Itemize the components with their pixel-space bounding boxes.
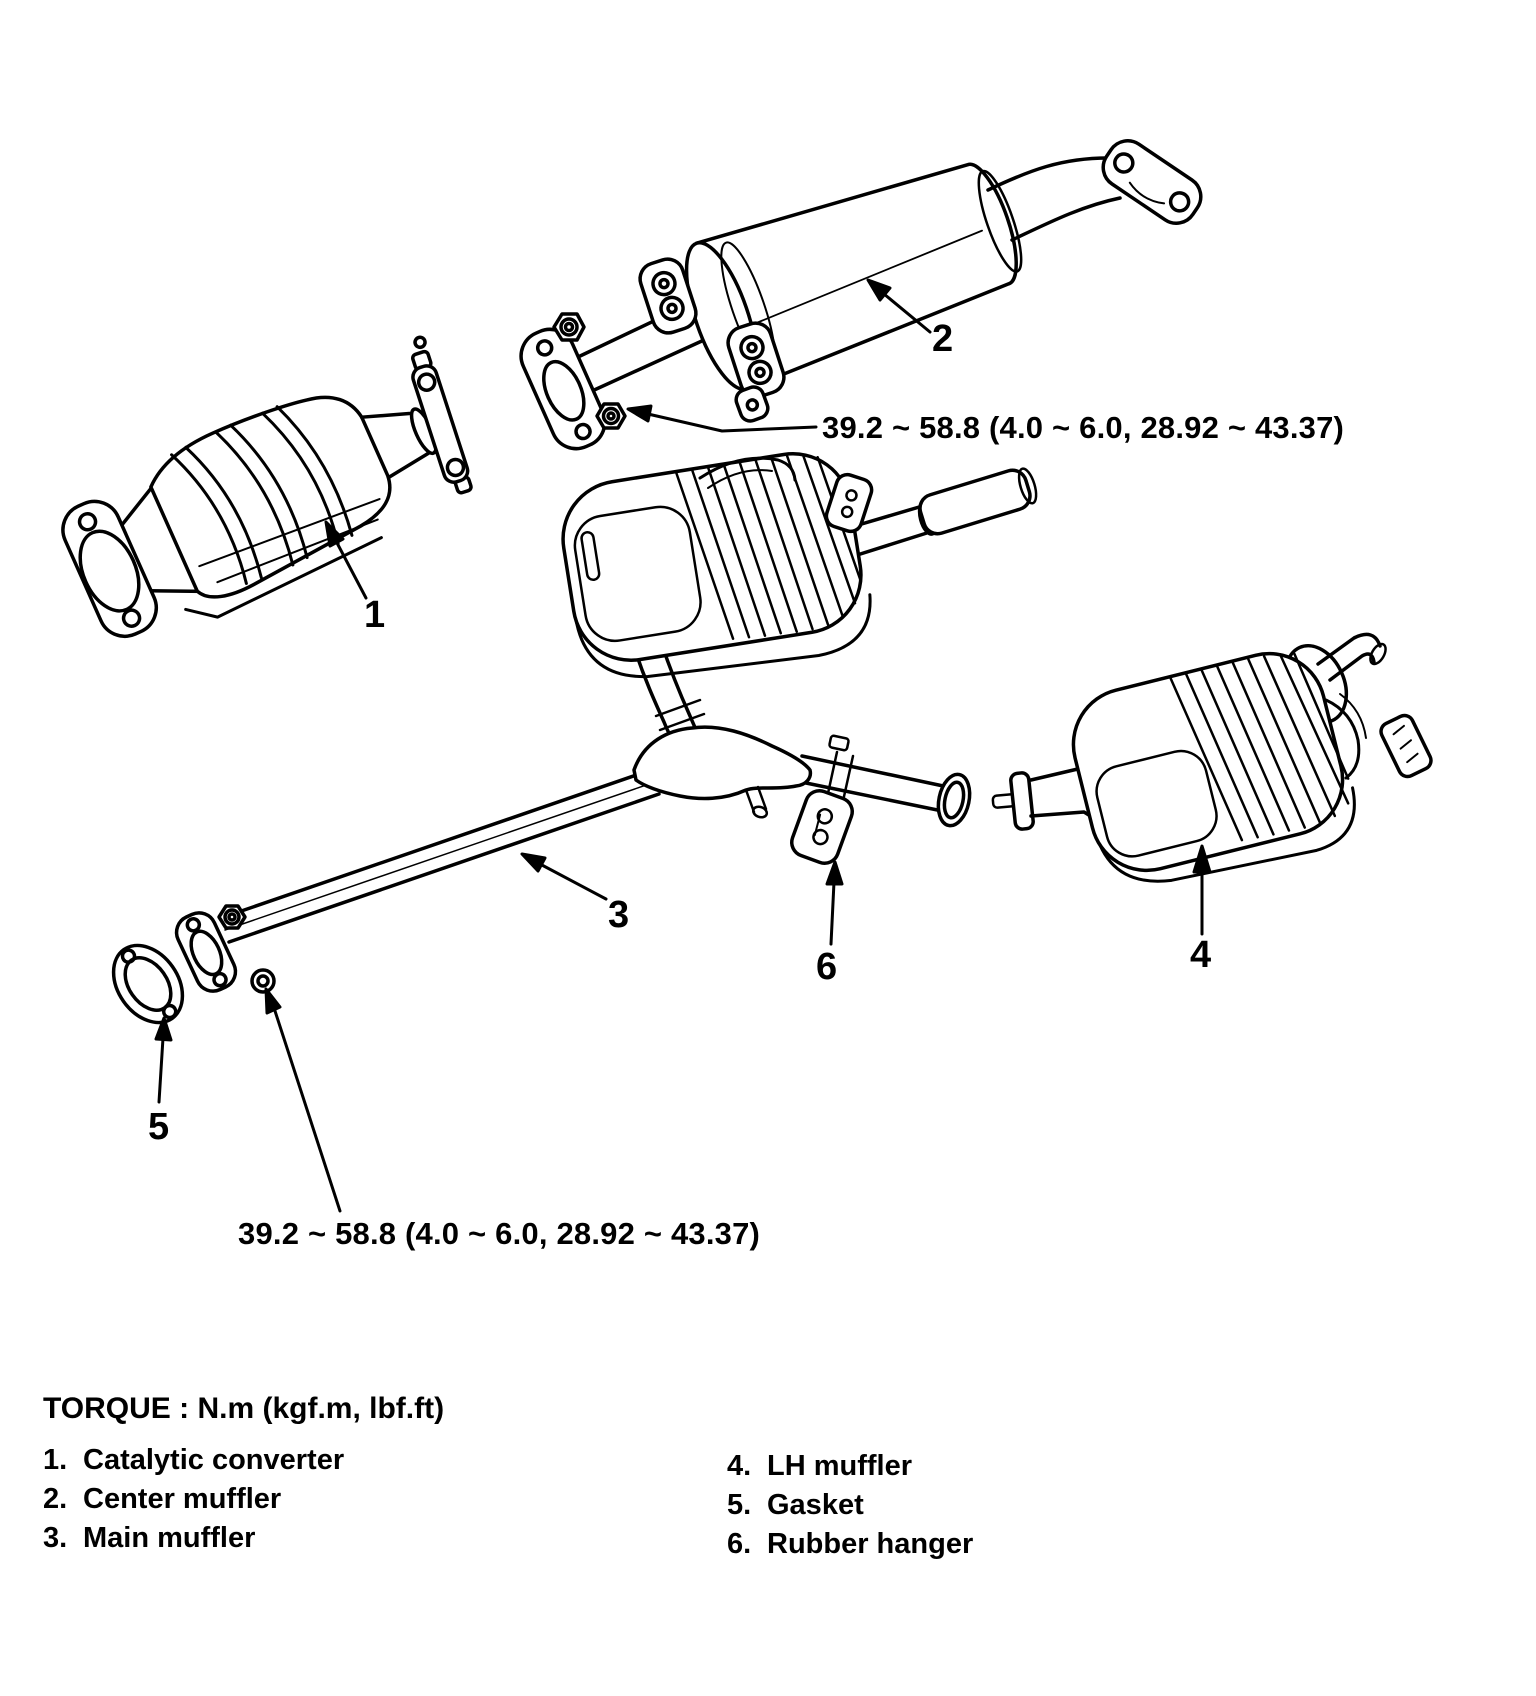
branch-pipe-flare xyxy=(934,771,974,828)
catalytic-converter-drawing xyxy=(47,333,494,661)
legend-item-2 xyxy=(43,1485,344,1514)
legend-item-6 xyxy=(727,1530,973,1559)
callout-2-label: 2 xyxy=(932,318,954,360)
lh-muffler-hanger-block xyxy=(1378,712,1434,779)
legend-item-5-number: 5. xyxy=(727,1489,752,1521)
legend-item-1 xyxy=(43,1446,344,1475)
torque-spec-top: 39.2 ~ 58.8 (4.0 ~ 6.0, 28.92 ~ 43.37) xyxy=(822,410,1345,445)
y-junction xyxy=(634,727,810,798)
parts-legend-right xyxy=(727,1452,973,1559)
main-flange-nut xyxy=(219,906,245,928)
catalytic-converter-inlet-flange xyxy=(55,493,165,644)
legend-item-4-label: LH muffler xyxy=(767,1450,912,1482)
legend-item-2-label: Center muffler xyxy=(83,1483,282,1515)
legend-item-1-label: Catalytic converter xyxy=(83,1444,345,1476)
lh-muffler-drawing xyxy=(993,634,1434,901)
callout-6-arrow xyxy=(827,862,842,944)
center-muffler-outlet-pipe xyxy=(988,158,1108,190)
torque-bottom-leader xyxy=(266,989,340,1211)
center-muffler-end-flange xyxy=(1095,133,1208,231)
callout-3-label: 3 xyxy=(608,894,630,936)
branch-pipe xyxy=(802,756,948,787)
legend-item-2-number: 2. xyxy=(43,1483,68,1515)
parts-legend-left xyxy=(43,1446,344,1553)
legend-item-5-label: Gasket xyxy=(767,1489,864,1521)
catalytic-converter-body xyxy=(141,375,406,607)
callout-4-arrow xyxy=(1194,846,1210,934)
rubber-hanger-drawing xyxy=(788,787,856,867)
torque-top-leader xyxy=(628,406,816,431)
torque-spec-bottom: 39.2 ~ 58.8 (4.0 ~ 6.0, 28.92 ~ 43.37) xyxy=(238,1216,761,1251)
flange-nut-upper xyxy=(554,314,584,340)
callout-5-arrow xyxy=(156,1018,171,1102)
main-flange-bolt xyxy=(252,970,274,992)
main-front-pipe xyxy=(221,770,651,918)
legend-item-5 xyxy=(727,1491,973,1520)
legend-item-6-label: Rubber hanger xyxy=(767,1528,974,1560)
center-muffler-drawing xyxy=(513,133,1208,457)
callout-5-label: 5 xyxy=(148,1106,170,1148)
callout-6-label: 6 xyxy=(816,946,838,988)
legend-item-4 xyxy=(727,1452,973,1481)
center-muffler-body xyxy=(672,143,1037,397)
callout-4-label: 4 xyxy=(1190,934,1212,976)
legend-item-3 xyxy=(43,1524,344,1553)
legend-item-1-number: 1. xyxy=(43,1444,68,1476)
flange-nut-torque xyxy=(597,404,625,428)
callout-3-arrow xyxy=(522,854,606,899)
legend-item-6-number: 6. xyxy=(727,1528,752,1560)
legend-item-4-number: 4. xyxy=(727,1450,752,1482)
main-muffler-tailpipe xyxy=(917,465,1041,537)
legend-item-3-number: 3. xyxy=(43,1522,68,1554)
torque-units-heading: TORQUE : N.m (kgf.m, lbf.ft) xyxy=(43,1392,445,1425)
legend-item-3-label: Main muffler xyxy=(83,1522,256,1554)
callout-1-label: 1 xyxy=(364,594,386,636)
